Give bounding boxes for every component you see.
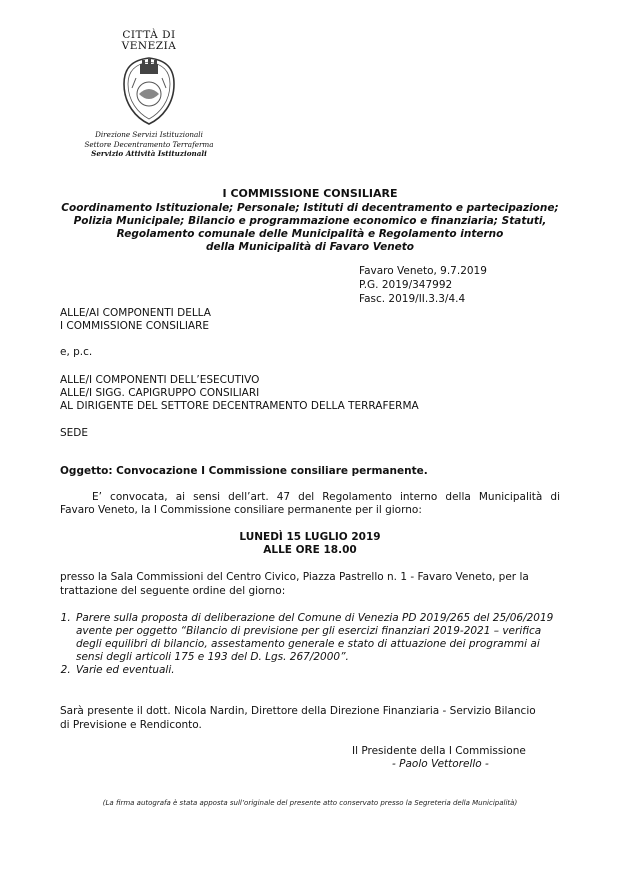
dept-line-1: Direzione Servizi Istituzionali: [95, 130, 203, 139]
city-line-2: VENEZIA: [121, 40, 177, 52]
file-number: Fasc. 2019/II.3.3/4.4: [359, 293, 466, 305]
city-name: [109, 30, 189, 52]
recipient-line: I COMMISSIONE CONSILIARE: [60, 320, 210, 332]
intro-line: E’ convocata, ai sensi dell’art. 47 del Regolamento interno della Municipalità di: [92, 491, 560, 503]
subtitle-line: della Municipalità di Favaro Veneto: [205, 241, 415, 253]
meeting-time: ALLE ORE 18.00: [263, 544, 357, 556]
protocol-number: P.G. 2019/347992: [359, 279, 453, 291]
city-crest-icon: [118, 54, 180, 126]
place-line: trattazione del seguente ordine del giorno:: [60, 585, 286, 597]
city-line-1: CITTÀ DI: [122, 29, 176, 41]
cc-recipient: ALLE/I COMPONENTI DELL’ESECUTIVO: [60, 374, 260, 386]
document-title: I COMMISSIONE CONSILIARE: [222, 187, 398, 200]
signature-role: Il Presidente della I Commissione: [352, 745, 526, 757]
department-block: [79, 130, 219, 159]
sede-label: SEDE: [60, 427, 89, 439]
cc-label: e, p.c.: [60, 346, 93, 358]
document-subtitle: [0, 202, 620, 254]
subtitle-line: Coordinamento Istituzionale; Personale; Istituti di decentramento e partecipazione;: [61, 202, 559, 214]
intro-line: Favaro Veneto, la I Commissione consiliare permanente per il giorno:: [60, 504, 422, 516]
agenda-list: [60, 612, 560, 677]
recipient-line: ALLE/AI COMPONENTI DELLA: [60, 307, 211, 319]
place-date: Favaro Veneto, 9.7.2019: [359, 265, 487, 277]
cc-recipient: AL DIRIGENTE DEL SETTORE DECENTRAMENTO DELLA TERRAFERMA: [60, 400, 419, 412]
footnote: (La firma autografa è stata apposta sull’originale del presente atto conservato presso la Segreteria della Municipalità): [102, 799, 518, 807]
presence-line: di Previsione e Rendiconto.: [60, 719, 202, 731]
presence-line: Sarà presente il dott. Nicola Nardin, Direttore della Direzione Finanziaria - Servizio Bilancio: [60, 705, 536, 717]
subtitle-line: Polizia Municipale; Bilancio e programmazione economico e finanziaria; Statuti,: [73, 215, 547, 227]
dept-line-2: Settore Decentramento Terraferma: [84, 139, 214, 149]
subject-line: Oggetto: Convocazione I Commissione consiliare permanente.: [60, 465, 428, 477]
agenda-item: 1. Parere sulla proposta di deliberazione del Comune di Venezia PD 2019/265 del 25/06/2019 avente per oggetto “Bilancio di previsione per gli esercizi finanziari 2019-2021 – verifica degli equilibri di bilancio, assestamento generale e stato di attuazione dei programmi ai sensi degli articoli 175 e 193 del D. Lgs. 267/2000”.: [74, 612, 560, 664]
place-line: presso la Sala Commissioni del Centro Civico, Piazza Pastrello n. 1 - Favaro Veneto, per la: [60, 571, 529, 583]
signature-name: - Paolo Vettorello -: [392, 758, 489, 770]
dept-line-3: Servizio Attività Istituzionali: [91, 149, 207, 158]
cc-recipient: ALLE/I SIGG. CAPIGRUPPO CONSILIARI: [60, 387, 260, 399]
agenda-item: 2. Varie ed eventuali.: [74, 664, 560, 677]
subtitle-line: Regolamento comunale delle Municipalità e Regolamento interno: [116, 228, 504, 240]
meeting-date: LUNEDÌ 15 LUGLIO 2019: [239, 531, 381, 543]
